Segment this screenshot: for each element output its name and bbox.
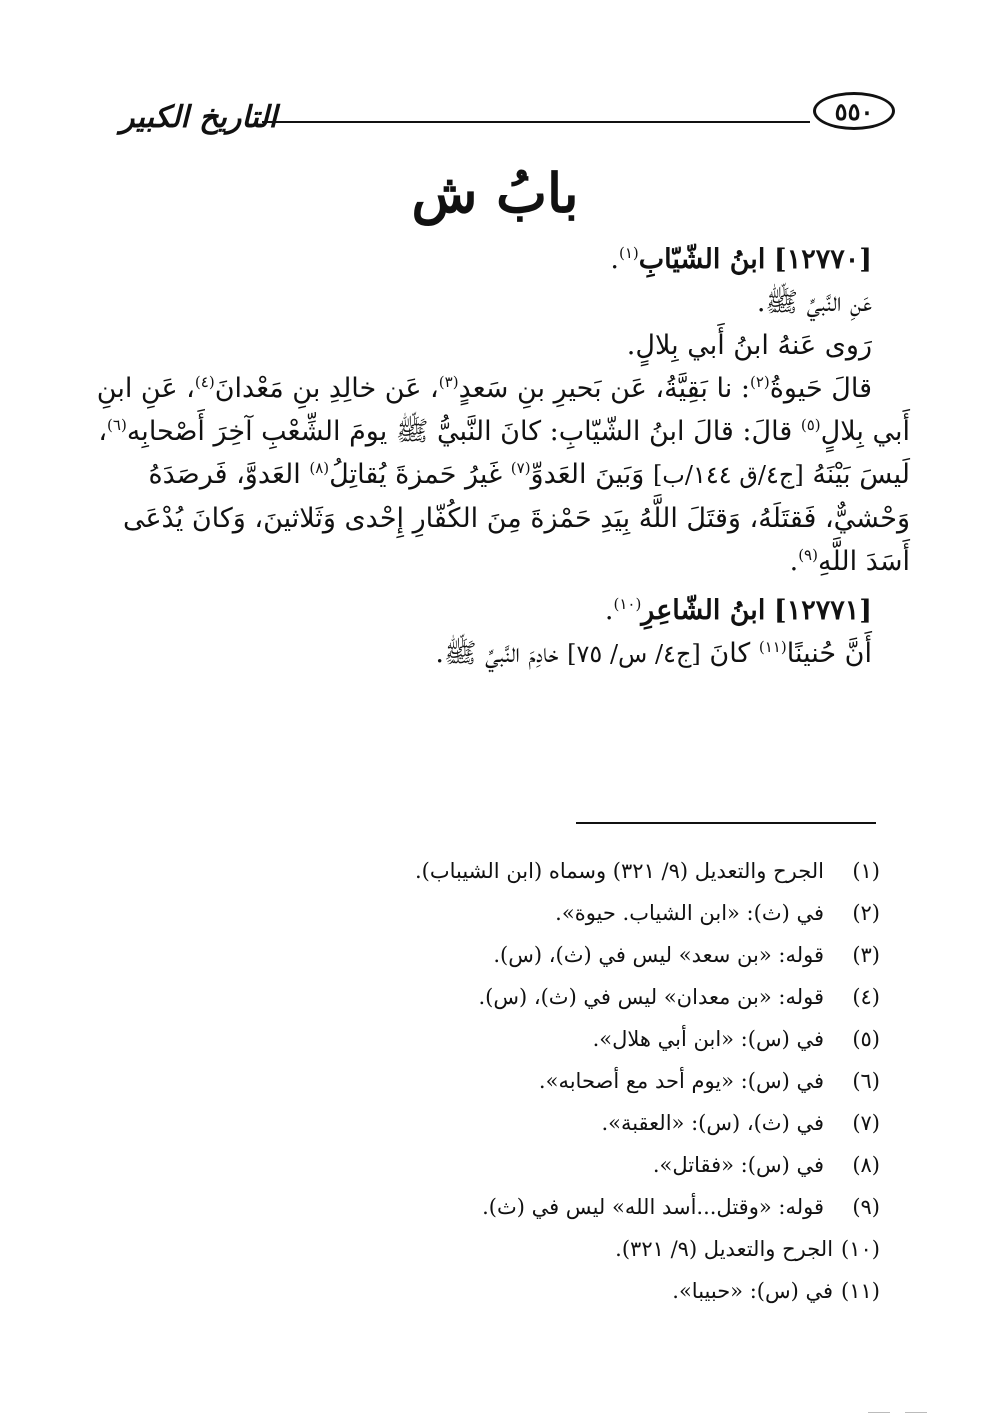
footnote-number: (٣): [852, 943, 880, 967]
footnote: [180, 1228, 880, 1270]
chapter-heading: بابُ ش: [411, 161, 579, 225]
page-number: ٥٥٠: [834, 96, 874, 126]
footnote-number: (٦): [852, 1069, 880, 1093]
entry-number: [١٢٧٧١]: [773, 595, 872, 626]
footnote-text: قوله: «بن سعد» ليس في (ث)، (س).: [493, 943, 824, 967]
entry-name: ابنُ الشّاعِرِ: [641, 595, 766, 626]
entry-number: [١٢٧٧٠]: [773, 244, 872, 275]
main-text: [96, 238, 910, 676]
header-rule: [262, 121, 810, 123]
entry-heading: [١٢٧٧١] ابنُ الشّاعِرِ$^{(١٠)}$.: [604, 595, 872, 626]
footnote-ref[interactable]: (١): [618, 244, 639, 262]
running-title: التاريخ الكبير: [120, 100, 278, 135]
footnote-text: قوله: «بن معدان» ليس في (ث)، (س).: [478, 985, 824, 1009]
footnote-text: في (س): «حبيبا».: [672, 1279, 834, 1303]
footnote-number: (١١): [841, 1279, 880, 1303]
footnote-number: (١): [852, 859, 880, 883]
footnote-ref[interactable]: (١١): [758, 638, 787, 656]
footnote-text: الجرح والتعديل (٩/ ٣٢١).: [615, 1237, 834, 1261]
footnote-ref[interactable]: (٢): [749, 373, 770, 391]
text-line: أَنَّ حُنينًا$^{(١١)}$ كانَ [ج٤/ س/ ٧٥] خادِمَ النَّبيِّ ﷺ.: [435, 638, 872, 669]
footnote: [180, 1102, 880, 1144]
footnotes: [180, 850, 880, 1312]
footnote: [180, 976, 880, 1018]
scan-mark: [868, 1412, 890, 1413]
entry-name: ابنُ الشّيّابِ: [638, 244, 766, 275]
page-number-badge: [813, 92, 895, 130]
footnote-ref[interactable]: (٥): [800, 416, 821, 434]
text-line: رَوى عَنهُ ابنُ أَبي بِلالٍ.: [626, 330, 872, 361]
footnote-separator: [576, 822, 876, 824]
footnote-text: قوله: «وقتل...أسد الله» ليس في (ث).: [482, 1195, 824, 1219]
text-line: عَنِ النَّبيِّ ﷺ.: [756, 287, 872, 318]
manuscript-ref: [ج٤/ س/ ٧٥]: [567, 640, 701, 668]
text-line: وَحْشيٌّ، فَقتَلَهُ، وَقتَلَ اللَّهُ بِيَدِ حَمْزةَ مِنَ الكُفّارِ إِحْدى وَثَلاثينَ، وَكانَ يُدْعَى: [122, 503, 910, 534]
footnote-ref[interactable]: (٦): [107, 416, 127, 434]
footnote-number: (٨): [852, 1153, 880, 1177]
footnote-text: الجرح والتعديل (٩/ ٣٢١) وسماه (ابن الشيباب).: [414, 859, 824, 883]
text-line: لَيسَ بَيْنَهُ [ج٤/ق ١٤٤/ب] وَبَينَ العَدوِّ$^{(٧)}$ غَيرُ حَمزةَ يُقاتِلُ$^{(٨)}$ العَدوَّ، فَرصَدَهُ: [148, 459, 910, 490]
text-line: أَبي بِلالٍ$^{(٥)}$ قالَ: قالَ ابنُ الشّيّابِ: كانَ النَّبيُّ ﷺ يومَ الشِّعْبِ آخِرَ أَصْحابِه$^{(٦)}$،: [98, 416, 910, 447]
footnote: [180, 1144, 880, 1186]
footnote-number: (١٠): [841, 1237, 880, 1261]
footnote: [180, 850, 880, 892]
footnote-number: (٥): [852, 1027, 880, 1051]
footnote-ref[interactable]: (١٠): [613, 595, 642, 613]
footnote: [180, 1060, 880, 1102]
text-line: أَسَدَ اللَّهِ$^{(٩)}$.: [789, 546, 910, 577]
footnote-text: في (ث)، (س): «العقبة».: [601, 1111, 824, 1135]
text-line: قالَ حَيوةُ$^{(٢)}$: نا بَقِيَّةُ، عَن بَحيرِ بنِ سَعدٍ$^{(٣)}$، عَن خالِدِ بنِ مَعْدانَ$^{(٤)}$، عَنِ ابنِ: [96, 373, 872, 404]
footnote: [180, 1270, 880, 1312]
manuscript-ref: [ج٤/ق ١٤٤/ب]: [652, 461, 804, 489]
entry-heading: [١٢٧٧٠] ابنُ الشّيّابِ$^{(١)}$.: [610, 244, 872, 275]
footnote-ref[interactable]: (٣): [438, 373, 459, 391]
footnote-ref[interactable]: (٨): [309, 459, 330, 477]
scan-mark: [905, 1412, 927, 1413]
footnote-ref[interactable]: (٤): [194, 373, 215, 391]
footnote-ref[interactable]: (٧): [510, 459, 531, 477]
footnote-number: (٢): [852, 901, 880, 925]
footnote: [180, 1018, 880, 1060]
footnote-text: في (ث): «ابن الشياب. حيوة».: [555, 901, 824, 925]
footnote-number: (٩): [852, 1195, 880, 1219]
footnote-text: في (س): «يوم أحد مع أصحابه».: [538, 1069, 824, 1093]
footnote-text: في (س): «ابن أبي هلال».: [592, 1027, 824, 1051]
footnote-text: في (س): «فقاتل».: [652, 1153, 824, 1177]
footnote-number: (٤): [852, 985, 880, 1009]
footnote-number: (٧): [852, 1111, 880, 1135]
footnote: [180, 1186, 880, 1228]
footnote: [180, 934, 880, 976]
footnote: [180, 892, 880, 934]
footnote-ref[interactable]: (٩): [798, 546, 818, 564]
